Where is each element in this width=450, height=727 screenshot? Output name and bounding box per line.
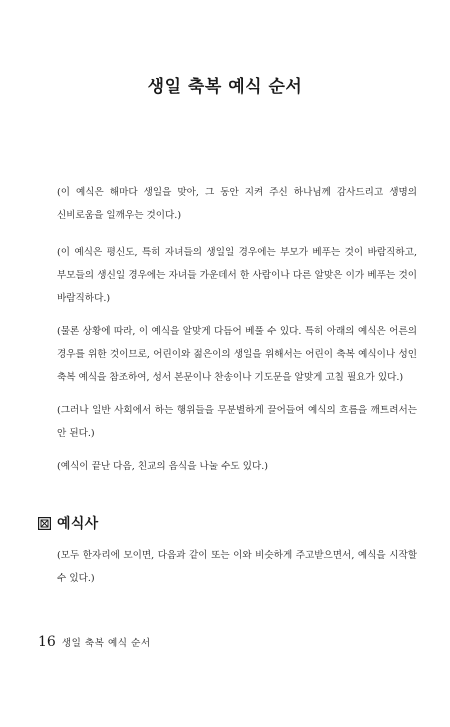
intro-paragraph-5: (예식이 끝난 다음, 친교의 음식을 나눌 수도 있다.) — [57, 461, 269, 472]
section-title: 예식사 — [57, 516, 99, 532]
intro-paragraph-3: (물론 상황에 따라, 이 예식을 알맞게 다듬어 베풀 수 있다. 특히 아래의 예식은 어른의 경우를 위한 것이므로, 어린이와 젊은이의 생일을 위해서는 어린이 축복 예식이나 성인 축복 예식을 참조하여, 성서 본문이나 찬송이나 기도문을 알맞게 고칠 필요가 있다.) — [57, 326, 417, 383]
intro-paragraph-2: (이 예식은 평신도, 특히 자녀들의 생일일 경우에는 부모가 베푸는 것이 바람직하고, 부모들의 생신일 경우에는 자녀들 가운데서 한 사람이나 다른 알맞은 이가 베푸는 것이 바람직하다.) — [57, 247, 417, 304]
intro-paragraph-1: (이 예식은 해마다 생일을 맞아, 그 동안 지켜 주신 하나님께 감사드리고 생명의 신비로움을 일깨우는 것이다.) — [57, 187, 417, 221]
square-bullet-icon — [38, 517, 51, 530]
section-paragraph: (모두 한자리에 모이면, 다음과 같이 또는 이와 비슷하게 주고받으면서, 예식을 시작할 수 있다.) — [57, 550, 417, 584]
page-title: 생일 축복 예식 순서 — [147, 77, 303, 97]
intro-paragraph-4: (그러나 일반 사회에서 하는 행위들을 무분별하게 끌어들여 예식의 흐름을 깨트려서는 안 된다.) — [57, 405, 417, 439]
running-head: 생일 축복 예식 순서 — [61, 638, 151, 649]
section-heading — [38, 510, 98, 536]
page-number: 16 — [38, 634, 56, 650]
page-footer — [38, 634, 151, 650]
